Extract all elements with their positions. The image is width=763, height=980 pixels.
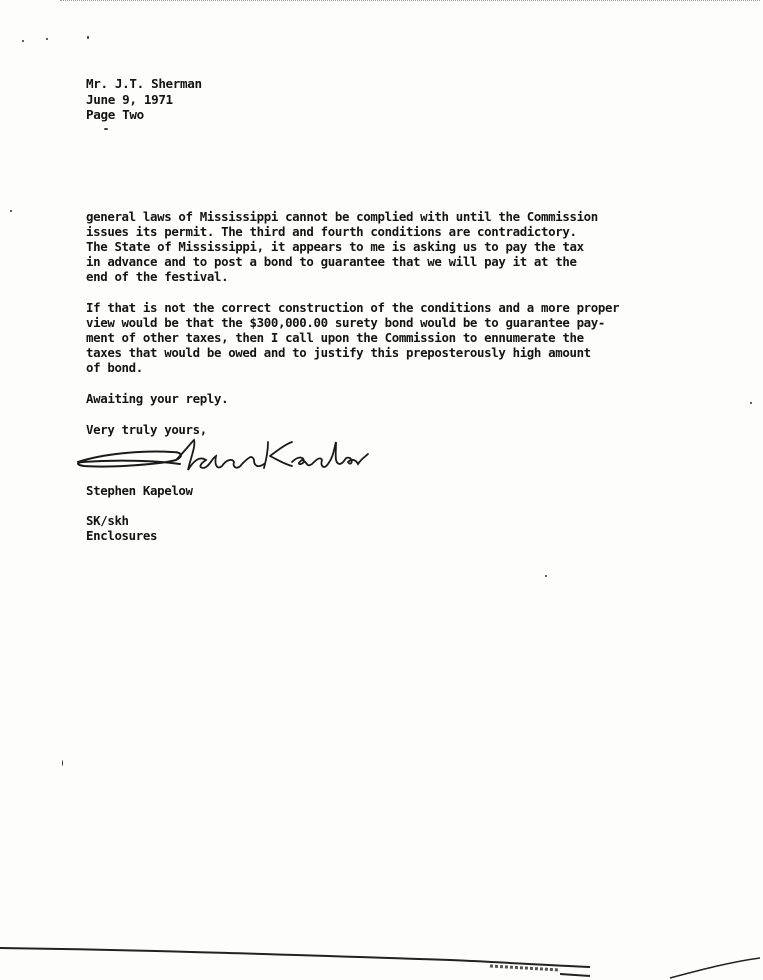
salutation: Very truly yours, bbox=[86, 422, 207, 437]
recipient-line: Mr. J.T. Sherman bbox=[86, 76, 202, 91]
body-line: general laws of Mississippi cannot be complied with until the Commission bbox=[86, 209, 598, 224]
body-line: of bond. bbox=[86, 360, 143, 375]
enclosures-note: Enclosures bbox=[86, 528, 158, 543]
body-line: taxes that would be owed and to justify this preposterously high amount bbox=[86, 345, 591, 360]
scan-speck bbox=[22, 40, 24, 42]
scan-speck bbox=[104, 128, 108, 130]
reference-initials: SK/skh bbox=[86, 513, 129, 528]
scan-speck bbox=[46, 38, 48, 40]
body-line: The State of Mississippi, it appears to me is asking us to pay the tax bbox=[86, 239, 584, 254]
body-line: in advance and to post a bond to guarantee that we will pay it at the bbox=[86, 254, 577, 269]
bottom-edge-rule bbox=[0, 930, 763, 980]
scan-speck bbox=[750, 402, 752, 404]
scan-speck bbox=[10, 210, 12, 212]
top-edge-dots bbox=[60, 0, 760, 3]
handwritten-signature bbox=[72, 430, 372, 480]
page-line: Page Two bbox=[86, 107, 144, 122]
scan-speck bbox=[545, 575, 547, 577]
scan-speck bbox=[62, 760, 63, 766]
body-line: ment of other taxes, then I call upon the Commission to ennumerate the bbox=[86, 330, 584, 345]
date-line: June 9, 1971 bbox=[86, 92, 173, 107]
body-line: issues its permit. The third and fourth conditions are contradictory. bbox=[86, 224, 577, 239]
body-line: view would be that the $300,000.00 surety bond would be to guarantee pay- bbox=[86, 315, 606, 330]
body-line: end of the festival. bbox=[86, 269, 229, 284]
signer-name: Stephen Kapelow bbox=[86, 483, 193, 498]
body-line: If that is not the correct construction of the conditions and a more proper bbox=[86, 300, 620, 315]
scan-speck bbox=[87, 36, 89, 39]
awaiting-reply: Awaiting your reply. bbox=[86, 391, 229, 406]
